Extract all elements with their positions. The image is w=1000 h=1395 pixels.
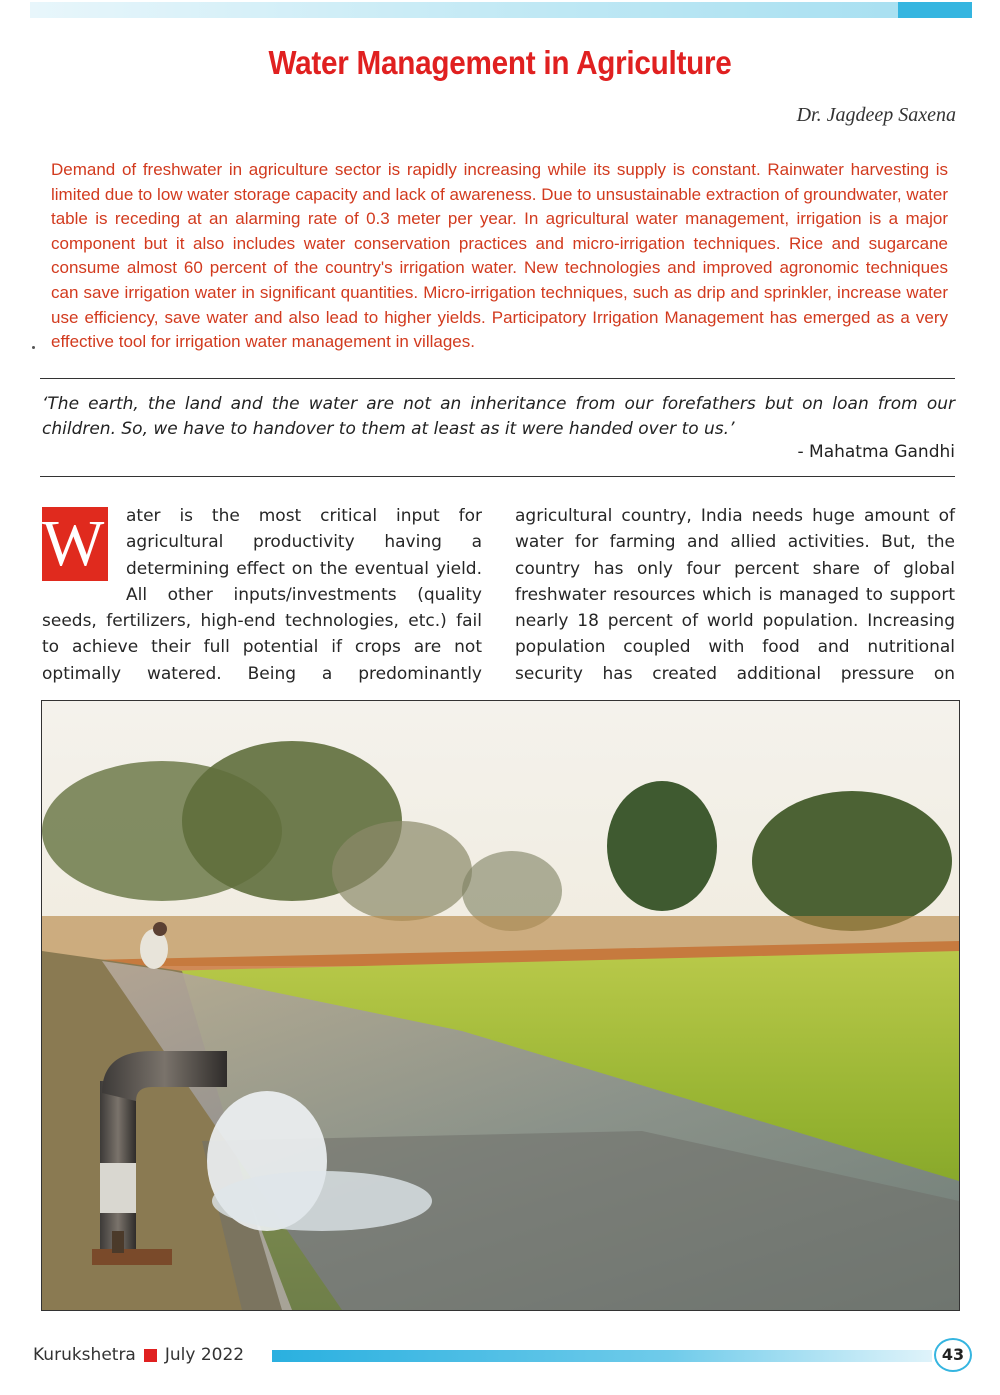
- quote-rule-bottom: [40, 476, 955, 477]
- body-text-right: agricultural country, India needs huge amount of water for farming and allied activities. But, the country has only four percent share of global freshwater resources which is managed to support nearly 18 percent of world population. Increasing population coupled with food and nutritional security has created additional pressure on: [515, 506, 955, 684]
- dropcap: W: [42, 507, 108, 581]
- header-decor-block: [898, 2, 972, 18]
- irrigation-illustration: [42, 701, 959, 1310]
- header-decor-bar: [30, 2, 898, 18]
- article-title: Water Management in Agriculture: [268, 44, 732, 81]
- stray-dot: [32, 346, 35, 349]
- body-column-right: [515, 503, 955, 687]
- irrigation-photo: [41, 700, 960, 1311]
- quote-attribution: - Mahatma Gandhi: [797, 442, 955, 462]
- footer-magazine-info: [33, 1345, 244, 1365]
- article-abstract: Demand of freshwater in agriculture sector is rapidly increasing while its supply is constant. Rainwater harvesting is limited due to low water storage capacity and lack of awareness. Due to unsustainable extraction of groundwater, water table is receding at an alarming rate of 0.3 meter per year. In agricultural water management, irrigation is a major component but it also includes water conservation practices and micro-irrigation techniques. Rice and sugarcane consume almost 60 percent of the country's irrigation water. New technologies and improved agronomic techniques can save irrigation water in significant quantities. Micro-irrigation techniques, such as drip and sprinkler, increase water use efficiency, save water and also lead to higher yields. Participatory Irrigation Management has emerged as a very effective tool for irrigation water management in villages.: [51, 160, 948, 352]
- body-text-left: ater is the most critical input for agricultural productivity having a determining effect on the eventual yield. All other inputs/investments (quality seeds, fertilizers, high-end technologies, etc.) fail to achieve their full potential if crops are not optimally watered. Being a predominantly: [42, 506, 482, 684]
- page-number: 43: [934, 1338, 972, 1372]
- issue-date: July 2022: [164, 1345, 245, 1365]
- footer-decor-bar: [272, 1350, 932, 1362]
- author-name: Dr. Jagdeep Saxena: [796, 104, 956, 126]
- magazine-name: Kurukshetra: [33, 1345, 136, 1365]
- quote-text: ‘The earth, the land and the water are not an inheritance from our forefathers but on loan from our children. So, we have to handover to them at least as it were handed over to us.’: [42, 394, 955, 439]
- footer-square-marker: [144, 1349, 157, 1362]
- body-column-left: [42, 503, 482, 687]
- quote-rule-top: [40, 378, 955, 379]
